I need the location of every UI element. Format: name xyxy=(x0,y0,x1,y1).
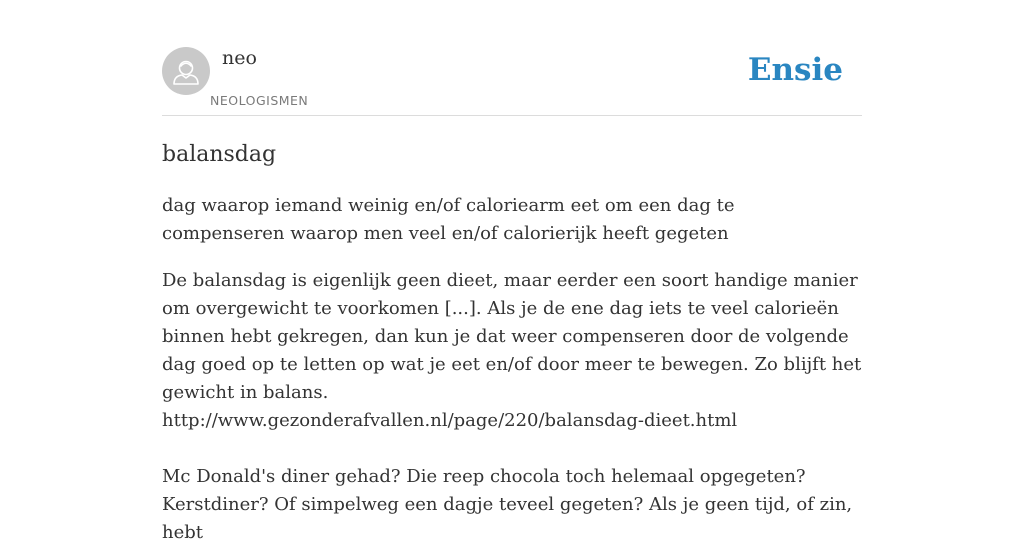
avatar[interactable] xyxy=(162,47,210,95)
author-name[interactable]: neo xyxy=(222,47,257,69)
collection-link[interactable]: NEOLOGISMEN xyxy=(210,93,309,108)
example-paragraph: De balansdag is eigenlijk geen dieet, maar eerder een soort handige manier om overgewicht te voorkomen [...]. Als je de ene dag iets te veel calorieën binnen hebt gekregen, dan kun je dat weer compenseren door de volgende dag goed op te letten op wat je eet en/of door meer te bewegen. Zo blijft het gewicht in balans. xyxy=(162,270,862,403)
example-source-link[interactable]: http://www.gezonderafvallen.nl/page/220/balansdag-dieet.html xyxy=(162,410,738,431)
entry-definition: dag waarop iemand weinig en/of caloriearm eet om een dag te compenseren waarop men veel en/of calorierijk heeft gegeten xyxy=(162,195,735,244)
user-icon xyxy=(162,47,210,95)
entry-example xyxy=(162,267,862,547)
paragraph-gap xyxy=(162,435,862,463)
brand-logo[interactable]: Ensie xyxy=(747,52,843,88)
entry-header xyxy=(162,0,862,116)
entry-title: balansdag xyxy=(162,142,277,167)
example-paragraph: Mc Donald's diner gehad? Die reep chocola toch helemaal opgegeten? Kerstdiner? Of simpelweg een dagje teveel gegeten? Als je geen tijd, of zin, hebt xyxy=(162,466,853,543)
entry-container xyxy=(162,0,862,543)
